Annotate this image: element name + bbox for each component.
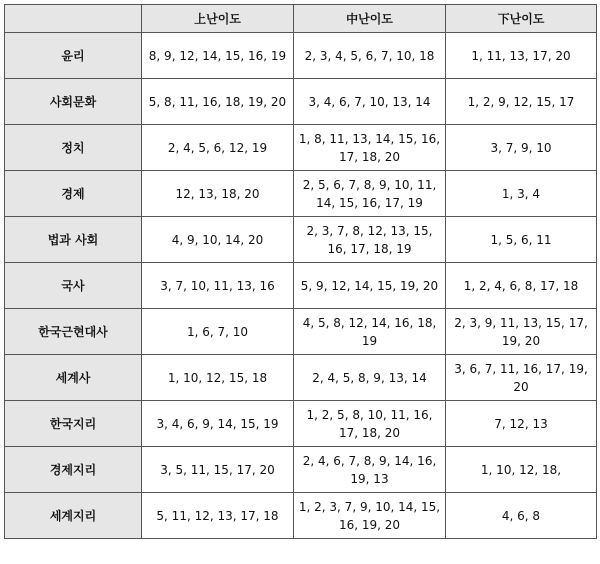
mid-difficulty-cell: 2, 3, 4, 5, 6, 7, 10, 18 [294,33,446,79]
high-difficulty-cell: 5, 8, 11, 16, 18, 19, 20 [142,79,294,125]
high-difficulty-cell: 4, 9, 10, 14, 20 [142,217,294,263]
subject-cell: 세계사 [5,355,142,401]
subject-cell: 국사 [5,263,142,309]
low-difficulty-cell: 1, 5, 6, 11 [446,217,597,263]
subject-cell: 법과 사회 [5,217,142,263]
table-row [5,33,597,79]
subject-cell: 사회문화 [5,79,142,125]
mid-difficulty-cell: 4, 5, 8, 12, 14, 16, 18, 19 [294,309,446,355]
subject-cell: 경제지리 [5,447,142,493]
low-difficulty-cell: 3, 7, 9, 10 [446,125,597,171]
table-row [5,309,597,355]
subject-cell: 경제 [5,171,142,217]
corner-cell [5,5,142,33]
table-row [5,355,597,401]
mid-difficulty-cell: 2, 3, 7, 8, 12, 13, 15, 16, 17, 18, 19 [294,217,446,263]
high-difficulty-cell: 3, 4, 6, 9, 14, 15, 19 [142,401,294,447]
low-difficulty-cell: 1, 3, 4 [446,171,597,217]
table-row [5,125,597,171]
high-difficulty-cell: 3, 5, 11, 15, 17, 20 [142,447,294,493]
header-high-difficulty: 上난이도 [142,5,294,33]
difficulty-table [4,4,597,539]
table-row [5,493,597,539]
subject-cell: 세계지리 [5,493,142,539]
low-difficulty-cell: 1, 11, 13, 17, 20 [446,33,597,79]
subject-cell: 한국지리 [5,401,142,447]
high-difficulty-cell: 12, 13, 18, 20 [142,171,294,217]
high-difficulty-cell: 1, 6, 7, 10 [142,309,294,355]
low-difficulty-cell: 3, 6, 7, 11, 16, 17, 19, 20 [446,355,597,401]
mid-difficulty-cell: 1, 8, 11, 13, 14, 15, 16, 17, 18, 20 [294,125,446,171]
high-difficulty-cell: 5, 11, 12, 13, 17, 18 [142,493,294,539]
header-mid-difficulty: 中난이도 [294,5,446,33]
low-difficulty-cell: 7, 12, 13 [446,401,597,447]
mid-difficulty-cell: 2, 4, 5, 8, 9, 13, 14 [294,355,446,401]
mid-difficulty-cell: 3, 4, 6, 7, 10, 13, 14 [294,79,446,125]
table-row [5,217,597,263]
table-row [5,263,597,309]
high-difficulty-cell: 2, 4, 5, 6, 12, 19 [142,125,294,171]
low-difficulty-cell: 4, 6, 8 [446,493,597,539]
low-difficulty-cell: 1, 10, 12, 18, [446,447,597,493]
table-row [5,171,597,217]
mid-difficulty-cell: 2, 5, 6, 7, 8, 9, 10, 11, 14, 15, 16, 17, 19 [294,171,446,217]
table-row [5,79,597,125]
low-difficulty-cell: 2, 3, 9, 11, 13, 15, 17, 19, 20 [446,309,597,355]
mid-difficulty-cell: 1, 2, 3, 7, 9, 10, 14, 15, 16, 19, 20 [294,493,446,539]
mid-difficulty-cell: 5, 9, 12, 14, 15, 19, 20 [294,263,446,309]
table-row [5,447,597,493]
mid-difficulty-cell: 2, 4, 6, 7, 8, 9, 14, 16, 19, 13 [294,447,446,493]
table-row [5,401,597,447]
high-difficulty-cell: 3, 7, 10, 11, 13, 16 [142,263,294,309]
header-row [5,5,597,33]
subject-cell: 윤리 [5,33,142,79]
mid-difficulty-cell: 1, 2, 5, 8, 10, 11, 16, 17, 18, 20 [294,401,446,447]
subject-cell: 한국근현대사 [5,309,142,355]
subject-cell: 정치 [5,125,142,171]
high-difficulty-cell: 1, 10, 12, 15, 18 [142,355,294,401]
low-difficulty-cell: 1, 2, 4, 6, 8, 17, 18 [446,263,597,309]
header-low-difficulty: 下난이도 [446,5,597,33]
high-difficulty-cell: 8, 9, 12, 14, 15, 16, 19 [142,33,294,79]
low-difficulty-cell: 1, 2, 9, 12, 15, 17 [446,79,597,125]
